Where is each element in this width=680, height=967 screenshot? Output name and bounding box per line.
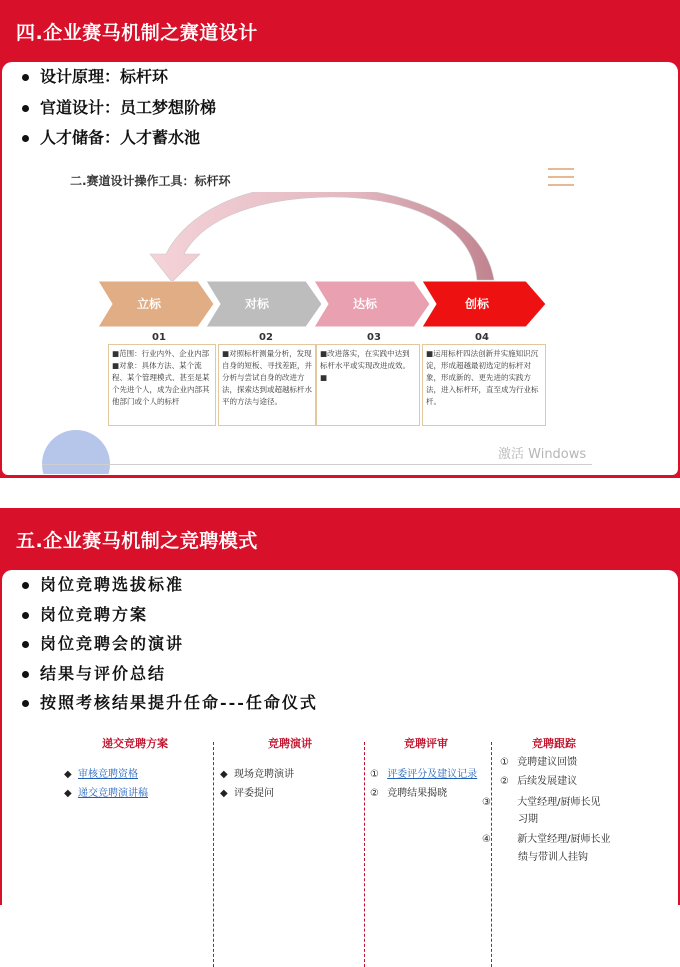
item-link[interactable]: 递交竞聘演讲稿 bbox=[78, 788, 148, 799]
item-text: 后续发展建议 bbox=[517, 776, 578, 787]
column-title: 递交竞聘方案 bbox=[102, 737, 168, 750]
slide-title: 四.企业赛马机制之赛道设计 bbox=[16, 22, 258, 44]
number-marker: ② bbox=[370, 788, 379, 799]
list-item bbox=[500, 775, 577, 789]
column-title: 竞聘演讲 bbox=[268, 737, 312, 750]
column-title: 竞聘跟踪 bbox=[532, 737, 576, 750]
cycle-arrow bbox=[142, 192, 502, 284]
step-chevron bbox=[314, 281, 430, 327]
dashed-divider bbox=[491, 742, 492, 967]
divider bbox=[42, 464, 592, 465]
content-card bbox=[2, 62, 678, 475]
step-description: ■对照标杆测量分析，发现自身的短板、寻找差距，并分析与尝试自身的改进方法，探索达到或超越标杆水平的方法与途径。 bbox=[218, 344, 316, 426]
list-item bbox=[64, 787, 148, 801]
step-chevron bbox=[422, 281, 546, 327]
step-label: 达标 bbox=[352, 297, 377, 311]
bullet-item: 人才储备：人才蓄水池 bbox=[20, 123, 216, 154]
bullet-item: 岗位竞聘会的演讲 bbox=[20, 629, 318, 659]
number-marker: ④ bbox=[482, 834, 491, 845]
diamond-icon: ◆ bbox=[220, 769, 228, 780]
bullet-list bbox=[20, 570, 318, 718]
dashed-divider bbox=[364, 742, 365, 967]
list-item bbox=[482, 794, 610, 828]
slide-track-design bbox=[0, 0, 680, 478]
list-item bbox=[500, 756, 577, 770]
step-description: ■改进落实，在实践中达到标杆水平或实现改进成效。 ■ bbox=[316, 344, 420, 426]
list-item bbox=[220, 787, 274, 801]
decorative-circle bbox=[42, 430, 110, 474]
list-item bbox=[370, 768, 477, 782]
column-title: 竞聘评审 bbox=[404, 737, 448, 750]
bullet-item: 结果与评价总结 bbox=[20, 659, 318, 689]
item-text: 竞聘结果揭晓 bbox=[387, 788, 448, 799]
step-number: 04 bbox=[475, 332, 489, 343]
item-text: 新大堂经理/厨师长业绩与带训人挂钩 bbox=[517, 834, 611, 863]
bullet-list bbox=[20, 62, 216, 154]
list-item bbox=[64, 768, 138, 782]
number-marker: ① bbox=[500, 757, 509, 768]
bullet-item: 岗位竞聘方案 bbox=[20, 600, 318, 630]
number-marker: ② bbox=[500, 776, 509, 787]
step-number: 01 bbox=[152, 332, 166, 343]
step-chevron bbox=[206, 281, 322, 327]
diamond-icon: ◆ bbox=[64, 769, 72, 780]
step-number: 02 bbox=[259, 332, 273, 343]
number-marker: ① bbox=[370, 769, 379, 780]
bullet-item: 岗位竞聘选拔标准 bbox=[20, 570, 318, 600]
item-link[interactable]: 评委评分及建议记录 bbox=[387, 769, 478, 780]
diamond-icon: ◆ bbox=[220, 788, 228, 799]
step-label: 对标 bbox=[244, 297, 269, 311]
step-description: ■范围：行业内外、企业内部 ■对象：具体方法、某个流程、某个管理模式、甚至是某个先进个人，成为企业内部其他部门或个人的标杆 bbox=[108, 344, 216, 426]
slide-competition-mode bbox=[0, 508, 680, 905]
item-text: 评委提问 bbox=[234, 788, 274, 799]
item-text: 竞聘建议回馈 bbox=[517, 757, 578, 768]
diagram-title: 二.赛道设计操作工具：标杆环 bbox=[70, 174, 231, 188]
item-text: 大堂经理/厨师长见习期 bbox=[517, 797, 601, 825]
step-description: ■运用标杆四法创新并实施知识沉淀，形成超越最初选定的标杆对象，形成新的、更先进的实践方法，进入标杆环，直至成为行业标杆。 bbox=[422, 344, 546, 426]
step-label: 创标 bbox=[464, 297, 489, 311]
activation-watermark: 激活 Windows bbox=[498, 447, 587, 462]
bullet-item: 官道设计：员工梦想阶梯 bbox=[20, 93, 216, 124]
step-number: 03 bbox=[367, 332, 381, 343]
decorative-lines bbox=[548, 168, 574, 192]
item-link[interactable]: 审核竞聘资格 bbox=[78, 769, 138, 780]
list-item bbox=[482, 831, 612, 867]
number-marker: ③ bbox=[482, 797, 491, 808]
diamond-icon: ◆ bbox=[64, 788, 72, 799]
dashed-divider bbox=[213, 742, 214, 967]
list-item bbox=[370, 787, 447, 801]
step-chevron bbox=[98, 281, 214, 327]
content-card bbox=[2, 570, 678, 905]
slide-title: 五.企业赛马机制之竞聘模式 bbox=[16, 530, 258, 552]
bullet-item: 设计原理：标杆环 bbox=[20, 62, 216, 93]
list-item bbox=[220, 768, 294, 782]
item-text: 现场竞聘演讲 bbox=[234, 769, 294, 780]
bullet-item: 按照考核结果提升任命---任命仪式 bbox=[20, 688, 318, 718]
step-label: 立标 bbox=[136, 297, 161, 311]
